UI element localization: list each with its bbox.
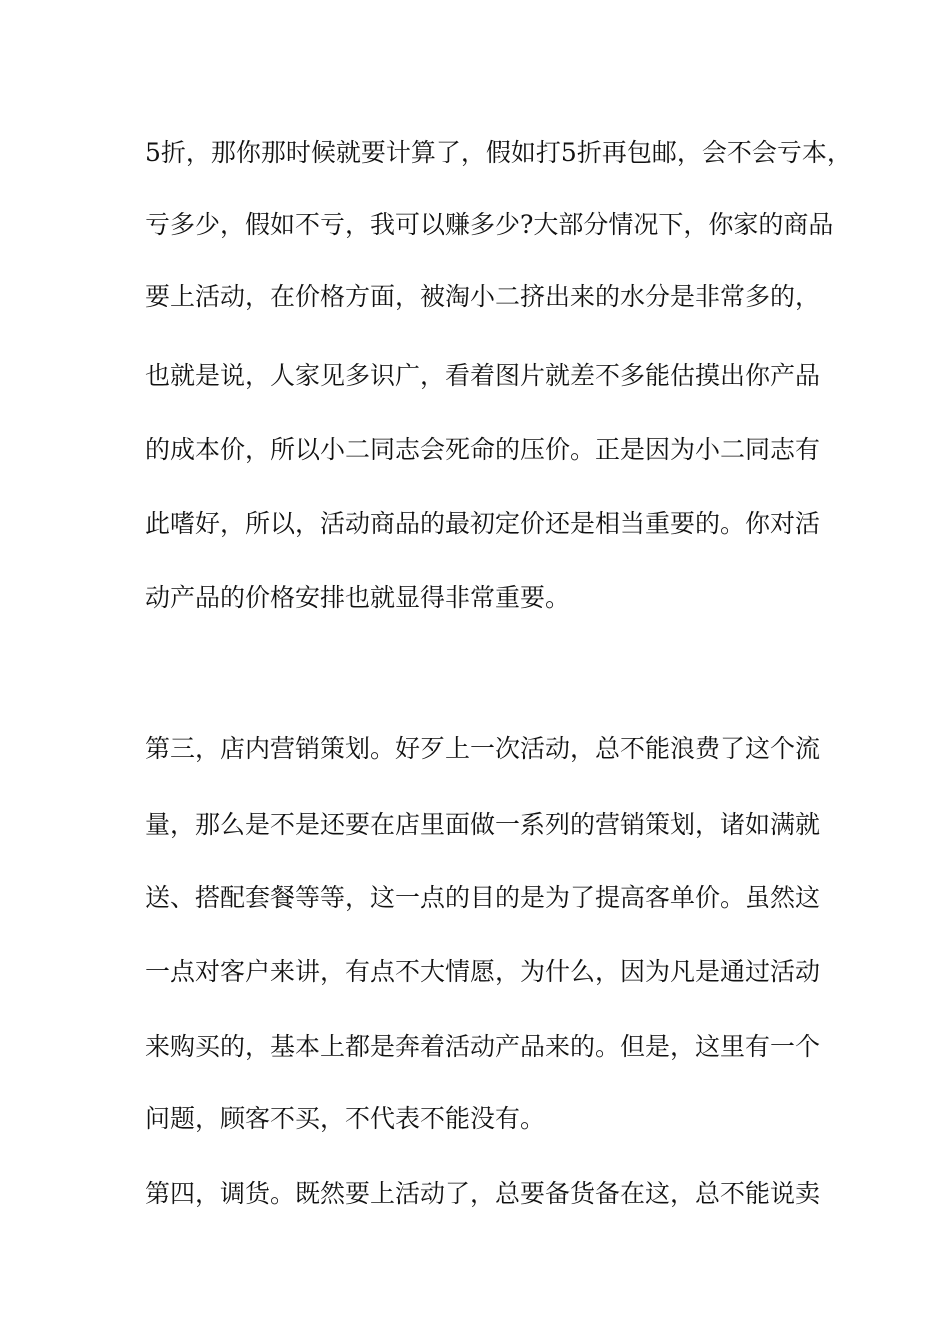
text-line: 送、搭配套餐等等，这一点的目的是为了提高客单价。虽然这 [145, 883, 821, 912]
text-line: 第三，店内营销策划。好歹上一次活动，总不能浪费了这个流 [145, 734, 821, 763]
text-line: 来购买的，基本上都是奔着活动产品来的。但是，这里有一个 [145, 1032, 821, 1061]
text-line: 的成本价，所以小二同志会死命的压价。正是因为小二同志有 [145, 435, 821, 464]
text-line: 要上活动，在价格方面，被淘小二挤出来的水分是非常多的， [145, 282, 821, 311]
text-line: 量，那么是不是还要在店里面做一系列的营销策划，诸如满就 [145, 810, 821, 839]
text-line: 第四，调货。既然要上活动了，总要备货备在这，总不能说卖 [145, 1179, 821, 1208]
text-line: 问题，顾客不买，不代表不能没有。 [145, 1104, 546, 1133]
text-line: 一点对客户来讲，有点不大情愿，为什么，因为凡是通过活动 [145, 957, 821, 986]
text-line: 此嗜好，所以，活动商品的最初定价还是相当重要的。你对活 [145, 509, 821, 538]
text-line: 5折，那你那时候就要计算了，假如打5折再包邮，会不会亏本， [145, 138, 852, 167]
text-line: 也就是说，人家见多识广，看着图片就差不多能估摸出你产品 [145, 361, 821, 390]
text-line: 动产品的价格安排也就显得非常重要。 [145, 583, 571, 612]
text-line: 亏多少，假如不亏，我可以赚多少?大部分情况下，你家的商品 [145, 210, 834, 239]
